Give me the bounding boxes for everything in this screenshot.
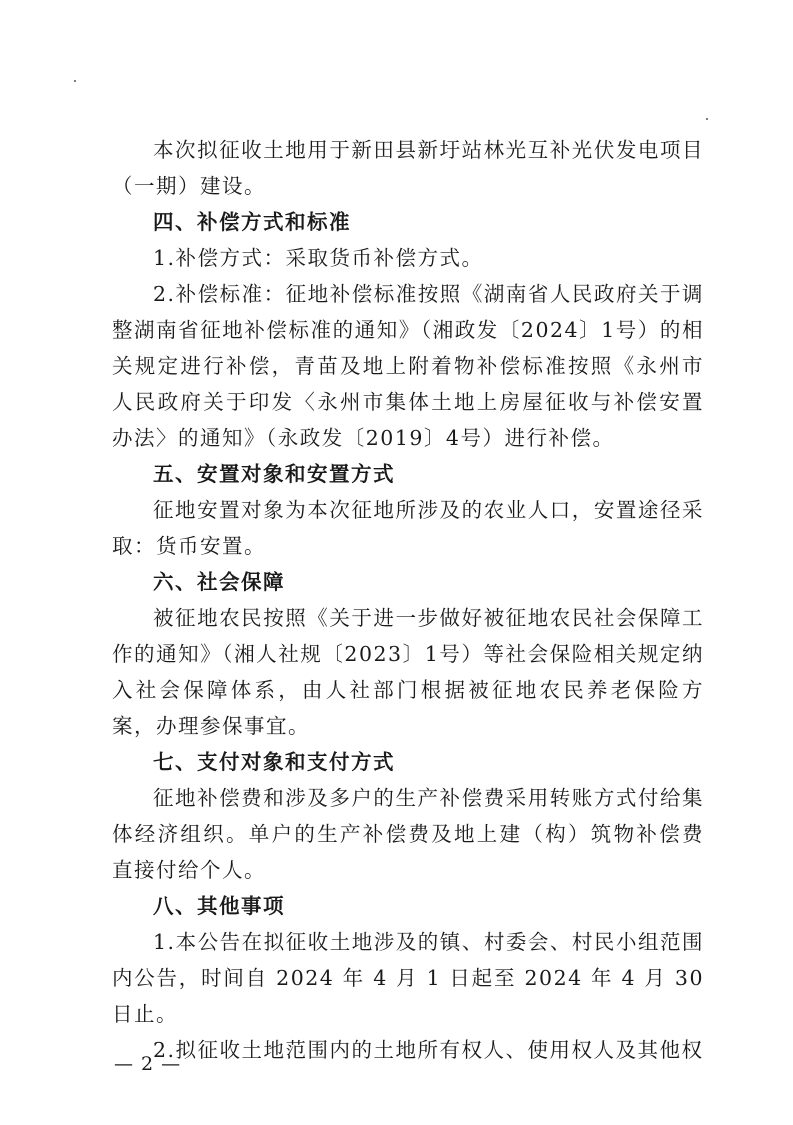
scan-speck [74, 80, 76, 82]
paragraph-payment: 征地补偿费和涉及多户的生产补偿费采用转账方式付给集体经济组织。单户的生产补偿费及地上建（构）筑物补偿费直接付给个人。 [112, 786, 704, 882]
heading-resettlement: 五、安置对象和安置方式 [153, 462, 395, 486]
paragraph-compensation-standard: 2.补偿标准：征地补偿标准按照《湖南省人民政府关于调整湖南省征地补偿标准的通知》（湘政发〔2024〕1号）的相关规定进行补偿，青苗及地上附着物补偿标准按照《永州市人民政府关于印发〈永州市集体土地上房屋征收与补偿安置办法〉的通知》（永政发〔2019〕4号）进行补偿。 [112, 282, 704, 450]
paragraph-resettlement: 征地安置对象为本次征地所涉及的农业人口，安置途径采取：货币安置。 [112, 498, 704, 558]
paragraph-compensation-method: 1.补偿方式：采取货币补偿方式。 [153, 246, 484, 270]
paragraph-social-security: 被征地农民按照《关于进一步做好被征地农民社会保障工作的通知》（湘人社规〔2023〕1号）等社会保险相关规定纳入社会保障体系，由人社部门根据被征地农民养老保险方案，办理参保事宜。 [112, 606, 704, 738]
heading-other-matters: 八、其他事项 [153, 894, 285, 918]
heading-social-security: 六、社会保障 [153, 570, 285, 594]
heading-payment: 七、支付对象和支付方式 [153, 750, 395, 774]
scan-speck [706, 118, 708, 120]
page-number: — 2 — [114, 1053, 182, 1075]
document-body [112, 132, 704, 1068]
heading-compensation: 四、补偿方式和标准 [153, 210, 351, 234]
paragraph-project-purpose: 本次拟征收土地用于新田县新圩站林光互补光伏发电项目（一期）建设。 [112, 138, 704, 198]
paragraph-rights-holders: 2.拟征收土地范围内的土地所有权人、使用权人及其他权 [153, 1038, 704, 1062]
paragraph-announcement-period: 1.本公告在拟征收土地涉及的镇、村委会、村民小组范围内公告，时间自 2024 年 4 月 1 日起至 2024 年 4 月 30 日止。 [112, 930, 704, 1026]
